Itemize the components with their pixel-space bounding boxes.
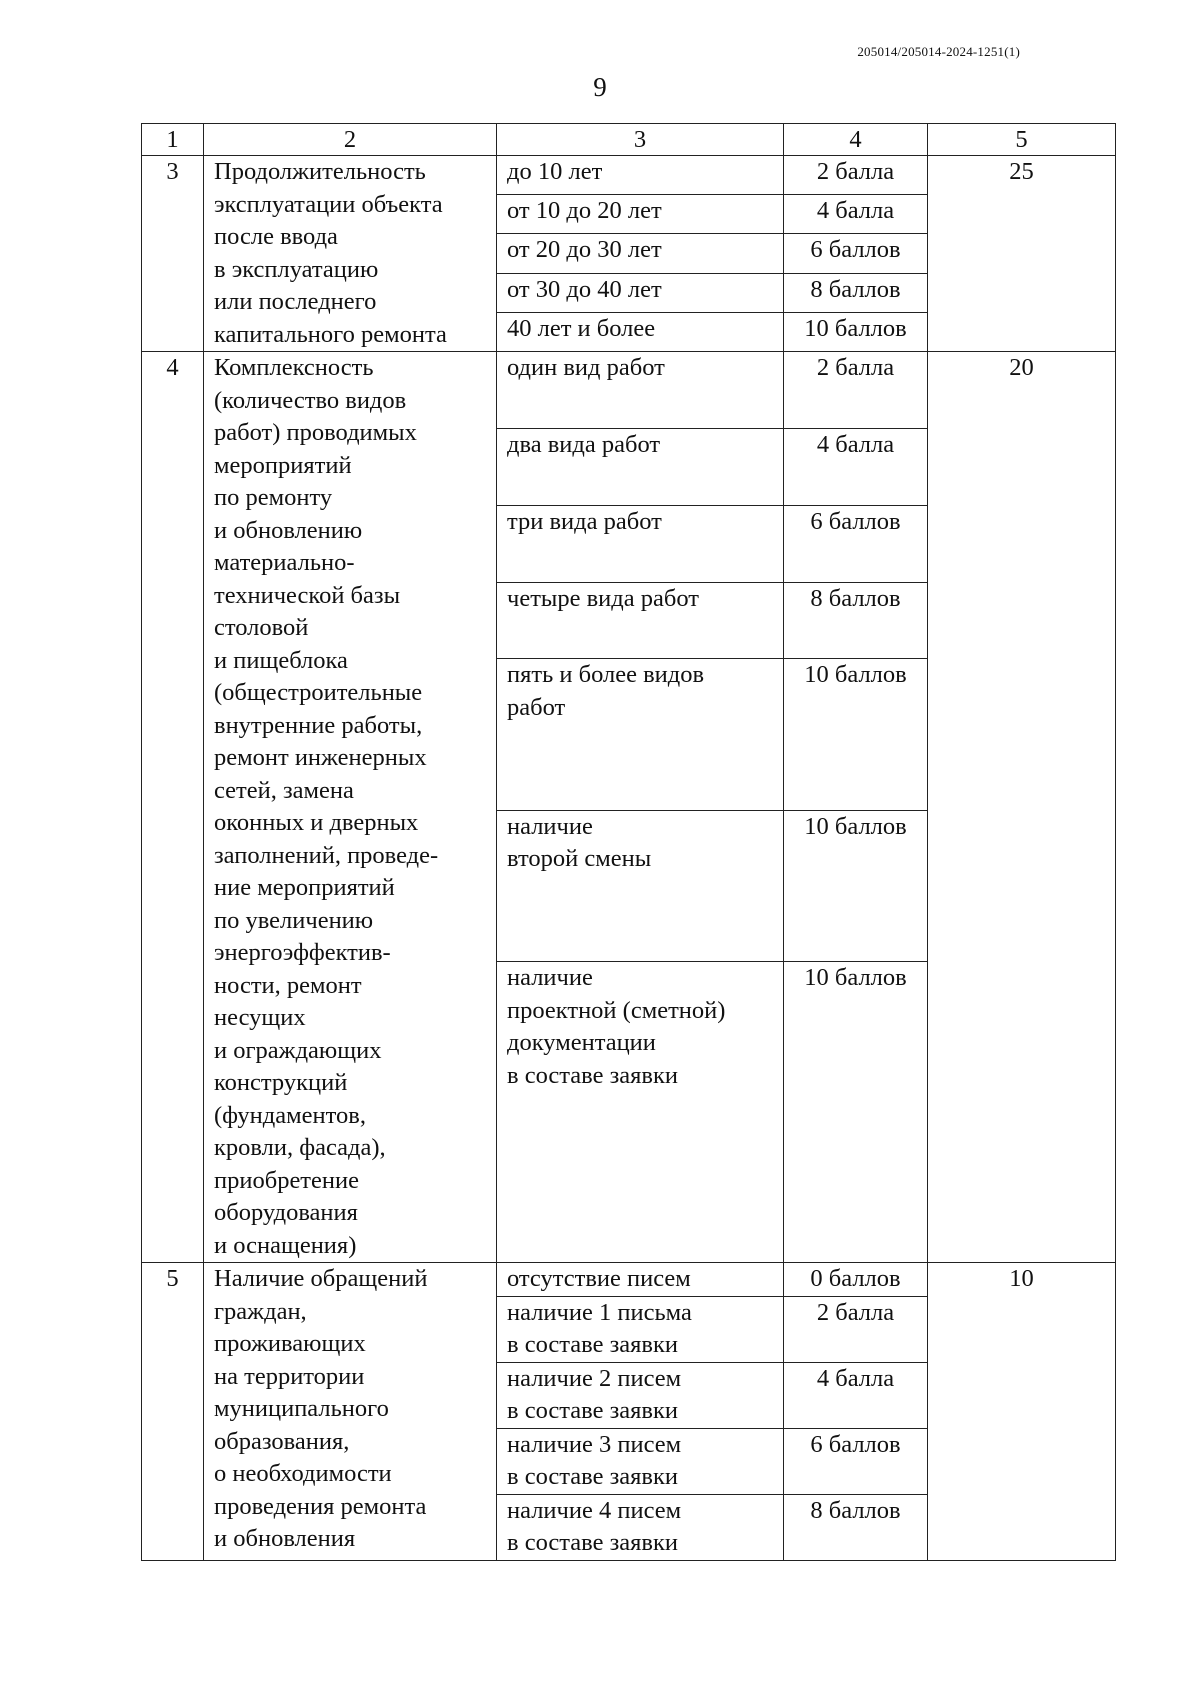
table-row <box>142 156 1116 195</box>
document-code: 205014/205014-2024-1251(1) <box>857 44 1020 59</box>
page-number: 9 <box>593 72 607 102</box>
option-points: 2 балла <box>784 156 928 195</box>
option-text: четыре вида работ <box>497 582 784 659</box>
option-text: три вида работ <box>497 505 784 582</box>
option-text: от 30 до 40 лет <box>497 273 784 312</box>
option-points: 6 баллов <box>784 505 928 582</box>
option-points: 4 балла <box>784 1362 928 1428</box>
option-points: 8 баллов <box>784 273 928 312</box>
option-points: 8 баллов <box>784 1494 928 1560</box>
option-points: 8 баллов <box>784 582 928 659</box>
criterion-label: Комплексность (количество видов работ) проводимых мероприятий по ремонту и обновлению материально- технической базы столовой и пищеблока (общестроительные внутренние работы, ремонт инженерных сетей, замена оконных и дверных заполнений, проведе- ние мероприятий по увеличению энергоэффектив- ности, ремонт несущих и ограждающих конструкций (фундаментов, кровли, фасада), приобретение оборудования и оснащения) <box>204 352 497 1263</box>
table-row <box>142 1263 1116 1297</box>
option-text: отсутствие писем <box>497 1263 784 1297</box>
criterion-label: Наличие обращений граждан, проживающих на территории муниципального образования, о необходимости проведения ремонта и обновления <box>204 1263 497 1561</box>
option-text: от 20 до 30 лет <box>497 234 784 273</box>
criterion-number: 3 <box>142 156 204 352</box>
option-text: 40 лет и более <box>497 312 784 351</box>
option-points: 10 баллов <box>784 810 928 961</box>
option-points: 4 балла <box>784 428 928 505</box>
option-text: наличие 3 писем в составе заявки <box>497 1428 784 1494</box>
criterion-max-points: 25 <box>928 156 1116 352</box>
option-text: наличие второй смены <box>497 810 784 961</box>
header-cell-col1: 1 <box>142 124 204 156</box>
option-text: наличие 2 писем в составе заявки <box>497 1362 784 1428</box>
option-points: 10 баллов <box>784 312 928 351</box>
option-text: два вида работ <box>497 428 784 505</box>
header-cell-col4: 4 <box>784 124 928 156</box>
criterion-max-points: 20 <box>928 352 1116 1263</box>
option-points: 2 балла <box>784 1296 928 1362</box>
criterion-label: Продолжительность эксплуатации объекта после ввода в эксплуатацию или последнего капитального ремонта <box>204 156 497 352</box>
option-text: наличие 1 письма в составе заявки <box>497 1296 784 1362</box>
option-text: наличие проектной (сметной) документации в составе заявки <box>497 962 784 1263</box>
header-cell-col2: 2 <box>204 124 497 156</box>
option-text: один вид работ <box>497 352 784 429</box>
criterion-number: 5 <box>142 1263 204 1561</box>
option-points: 4 балла <box>784 195 928 234</box>
criterion-max-points: 10 <box>928 1263 1116 1561</box>
criterion-number: 4 <box>142 352 204 1263</box>
option-text: от 10 до 20 лет <box>497 195 784 234</box>
option-points: 6 баллов <box>784 234 928 273</box>
header-cell-col5: 5 <box>928 124 1116 156</box>
option-points: 6 баллов <box>784 1428 928 1494</box>
table-header-row <box>142 124 1116 156</box>
option-text: пять и более видов работ <box>497 659 784 810</box>
table-row <box>142 352 1116 429</box>
option-points: 0 баллов <box>784 1263 928 1297</box>
option-points: 10 баллов <box>784 962 928 1263</box>
option-points: 2 балла <box>784 352 928 429</box>
option-points: 10 баллов <box>784 659 928 810</box>
header-cell-col3: 3 <box>497 124 784 156</box>
criteria-table <box>141 123 1116 1561</box>
option-text: наличие 4 писем в составе заявки <box>497 1494 784 1560</box>
option-text: до 10 лет <box>497 156 784 195</box>
